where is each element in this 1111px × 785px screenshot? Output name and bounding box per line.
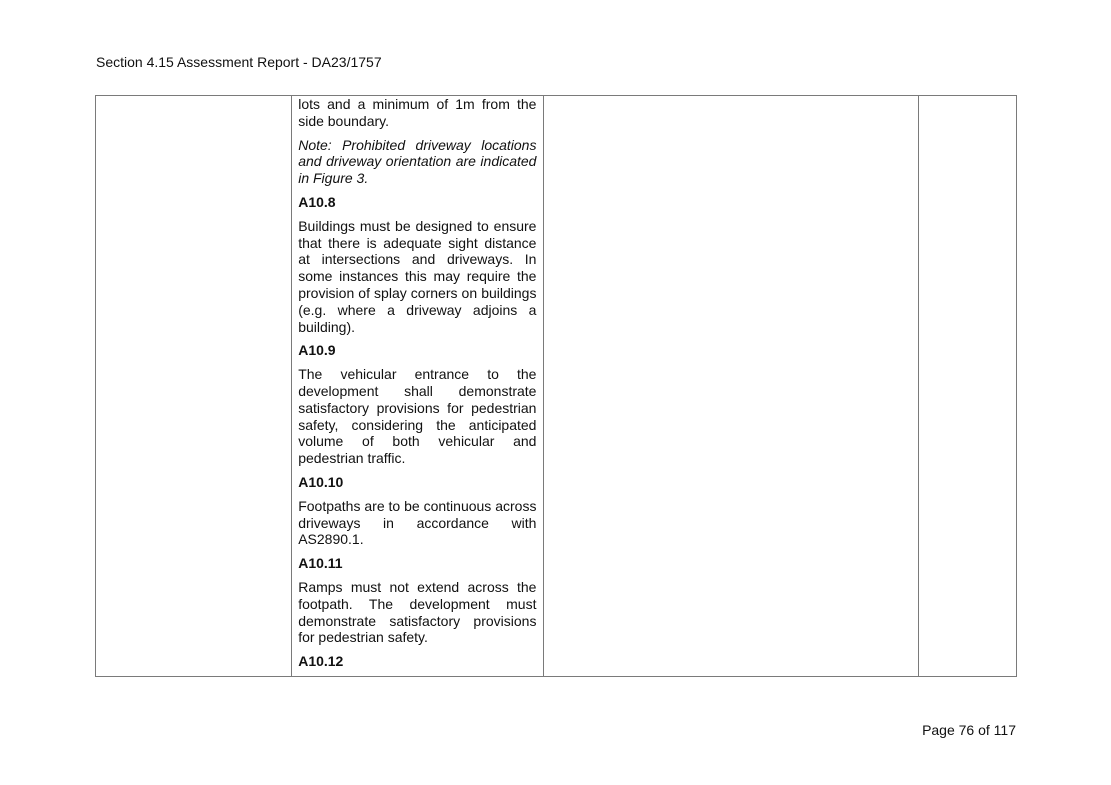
table-cell-comment xyxy=(544,96,918,677)
clause-heading: A10.9 xyxy=(298,342,336,359)
paragraph: The vehicular entrance to the development shall demonstrate satisfactory provisions for pedestrian safety, considering the anticipated volume of both vehicular and pedestrian traffic. xyxy=(298,366,537,467)
requirements-text xyxy=(292,96,543,670)
clause-heading: A10.8 xyxy=(298,193,336,210)
note-paragraph: Note: Prohibited driveway locations and driveway orientation are indicated in Figure 3. xyxy=(298,136,537,187)
table-cell-control xyxy=(96,96,292,677)
paragraph: lots and a minimum of 1m from the side boundary. xyxy=(298,96,537,129)
paragraph: Buildings must be designed to ensure that there is adequate sight distance at intersections and driveways. In some instances this may require the provision of splay corners on buildings (e.g. where a driveway adjoins a building). xyxy=(298,217,537,335)
page-number: Page 76 of 117 xyxy=(922,722,1016,738)
assessment-table xyxy=(95,95,1017,677)
paragraph: Footpaths are to be continuous across driveways in accordance with AS2890.1. xyxy=(298,497,537,548)
paragraph: Ramps must not extend across the footpath. The development must demonstrate satisfactory provisions for pedestrian safety. xyxy=(298,578,537,646)
table-row xyxy=(96,96,1017,677)
table-cell-compliance xyxy=(918,96,1016,677)
clause-heading: A10.11 xyxy=(298,555,343,572)
clause-heading: A10.10 xyxy=(298,473,344,490)
clause-heading: A10.12 xyxy=(298,653,344,670)
document-header: Section 4.15 Assessment Report - DA23/1757 xyxy=(96,54,382,70)
table-cell-requirements xyxy=(292,96,544,677)
